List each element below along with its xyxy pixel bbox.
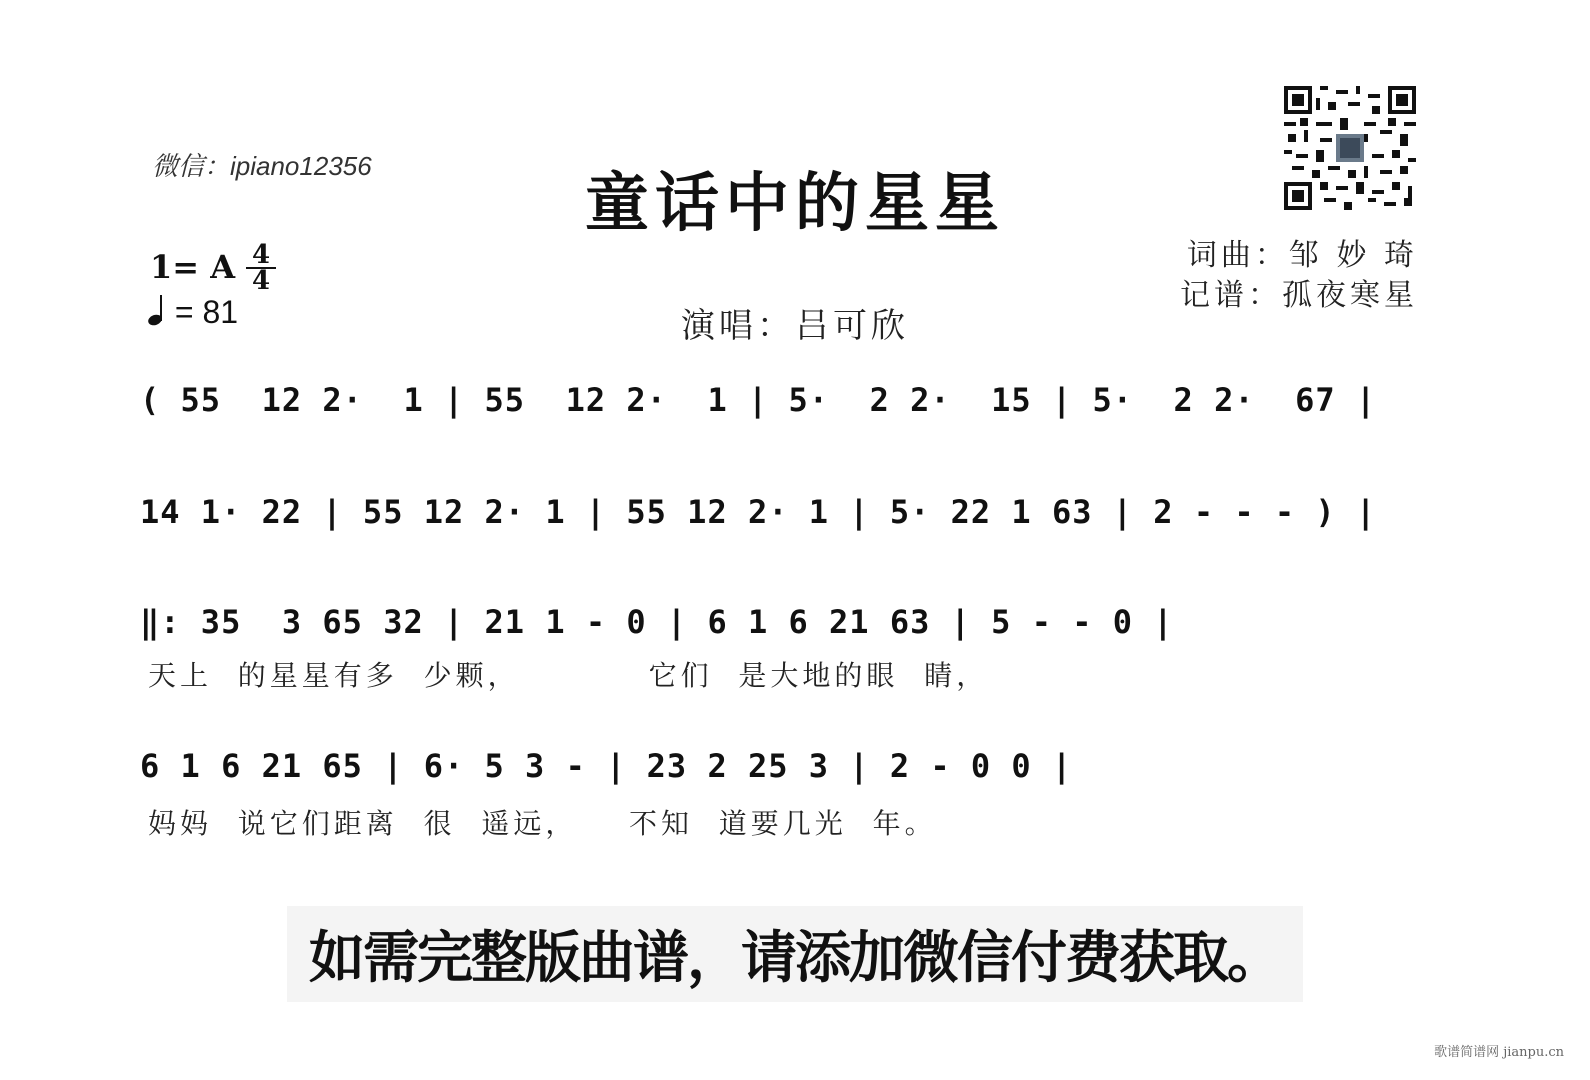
key-signature: 1= A: [150, 248, 236, 286]
site-watermark: 歌谱简谱网 jianpu.cn: [1434, 1045, 1564, 1060]
song-title: 童话中的星星: [585, 167, 1005, 241]
time-signature: [246, 240, 276, 296]
time-signature-top: 4: [251, 240, 271, 270]
paywall-banner: [0, 906, 1590, 1002]
score-line-1-notes: ( 55 12 2· 1 | 55 12 2· 1 | 5· 2 2· 15 | 5· 2 2· 67 |: [140, 381, 1377, 419]
paywall-banner-text: 如需完整版曲谱，请添加微信付费获取。: [287, 906, 1303, 1002]
wechat-id: 微信：ipiano12356: [152, 151, 372, 181]
tempo-value: = 81: [174, 294, 239, 330]
score-line-1: [140, 370, 1440, 430]
score-line-2: [140, 482, 1440, 542]
lyricist-composer: 词曲：邹 妙 琦: [1186, 238, 1418, 273]
score-line-3-notes: ‖: 35 3 65 32 | 21 1 - 0 | 6 1 6 21 63 | 5 - - 0 |: [140, 603, 1174, 641]
lyrics-line-2: 妈妈 说它们距离 很 遥远， 不知 道要几光 年。: [148, 807, 937, 840]
transcriber: 记谱：孤夜寒星: [1180, 278, 1418, 313]
time-signature-bottom: 4: [251, 266, 271, 296]
lyrics-line-1: 天上 的星星有多 少颗， 它们 是大地的眼 睛，: [148, 659, 989, 692]
score-line-3: [140, 592, 1440, 652]
score-line-4: [140, 736, 1440, 796]
qr-code-icon: [1284, 86, 1416, 210]
score-line-4-notes: 6 1 6 21 65 | 6· 5 3 - | 23 2 25 3 | 2 - 0 0 |: [140, 747, 1073, 785]
score-line-2-notes: 14 1· 22 | 55 12 2· 1 | 55 12 2· 1 | 5· 22 1 63 | 2 - - - ) |: [140, 493, 1377, 531]
singer: 演唱：吕可欣: [681, 306, 909, 346]
